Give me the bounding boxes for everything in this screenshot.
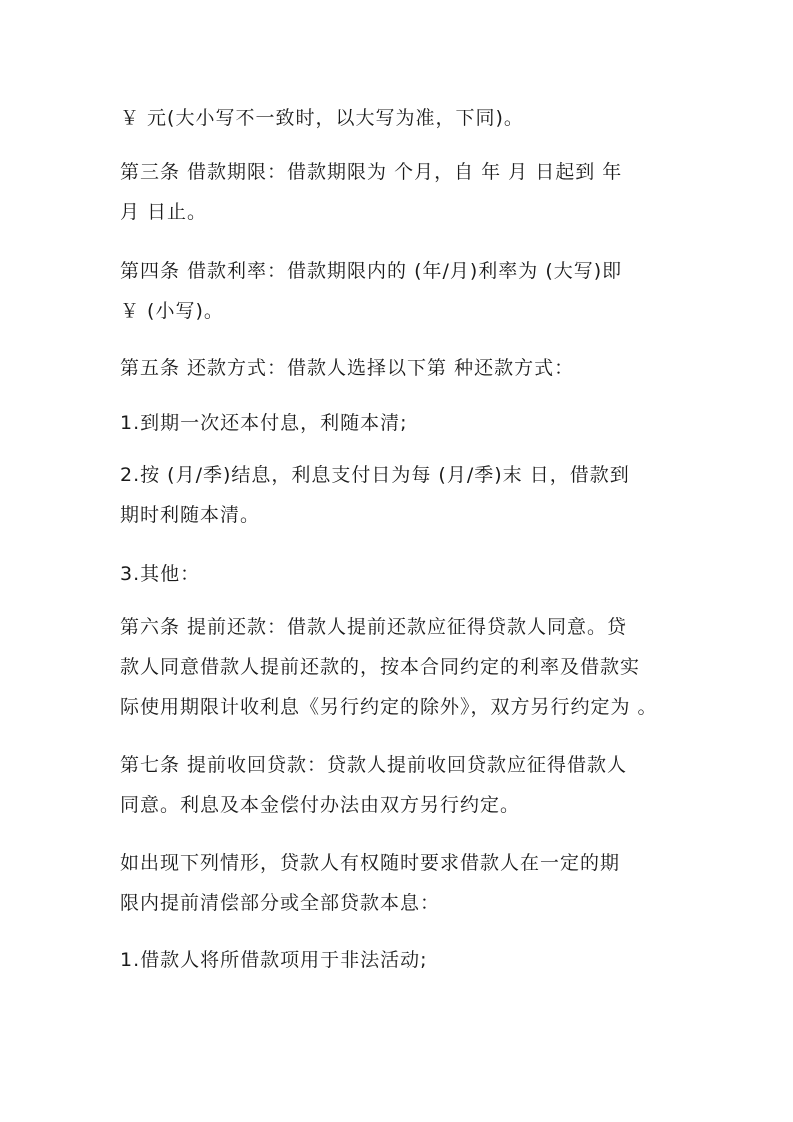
paragraph-option-3 — [120, 554, 676, 594]
text-line: 第五条 还款方式：借款人选择以下第 种还款方式： — [120, 357, 575, 379]
text-line: 同意。利息及本金偿付办法由双方另行约定。 — [120, 794, 521, 816]
paragraph-option-1 — [120, 403, 676, 443]
text-line: 第七条 提前收回贷款：贷款人提前收回贷款应征得借款人 — [120, 754, 628, 776]
paragraph-article-7-recall — [120, 745, 676, 825]
text-line: 1.借款人将所借款项用于非法活动; — [120, 949, 428, 971]
text-line: 如出现下列情形，贷款人有权随时要求借款人在一定的期 — [120, 852, 621, 874]
text-line: 月 日止。 — [120, 201, 208, 223]
paragraph-condition-1 — [120, 940, 676, 980]
text-line: 2.按 (月/季)结息，利息支付日为每 (月/季)末 日，借款到 — [120, 464, 630, 486]
text-line: 际使用期限计收利息《另行约定的除外》，双方另行约定为 。 — [120, 696, 658, 718]
paragraph-recall-conditions — [120, 843, 676, 923]
paragraph-article-3-term — [120, 152, 676, 232]
text-line: 限内提前清偿部分或全部贷款本息： — [120, 892, 441, 914]
text-line: 款人同意借款人提前还款的，按本合同约定的利率及借款实 — [120, 656, 641, 678]
paragraph-article-6-prepayment — [120, 607, 676, 727]
text-line: 期时利随本清。 — [120, 504, 261, 526]
text-line: 1.到期一次还本付息，利随本清; — [120, 412, 408, 434]
paragraph-article-4-rate — [120, 251, 676, 331]
text-line: 第六条 提前还款：借款人提前还款应征得贷款人同意。贷 — [120, 616, 628, 638]
text-line: 3.其他： — [120, 563, 201, 585]
paragraph-article-5-repayment — [120, 348, 676, 388]
paragraph-amount-note — [120, 98, 676, 138]
text-line: ￥ (小写)。 — [120, 300, 224, 322]
text-line: 第四条 借款利率：借款期限内的 (年/月)利率为 (大写)即 — [120, 260, 623, 282]
text-line: ￥ 元(大小写不一致时，以大写为准，下同)。 — [120, 107, 524, 129]
text-line: 第三条 借款期限：借款期限为 个月，自 年 月 日起到 年 — [120, 161, 623, 183]
paragraph-option-2 — [120, 455, 676, 535]
